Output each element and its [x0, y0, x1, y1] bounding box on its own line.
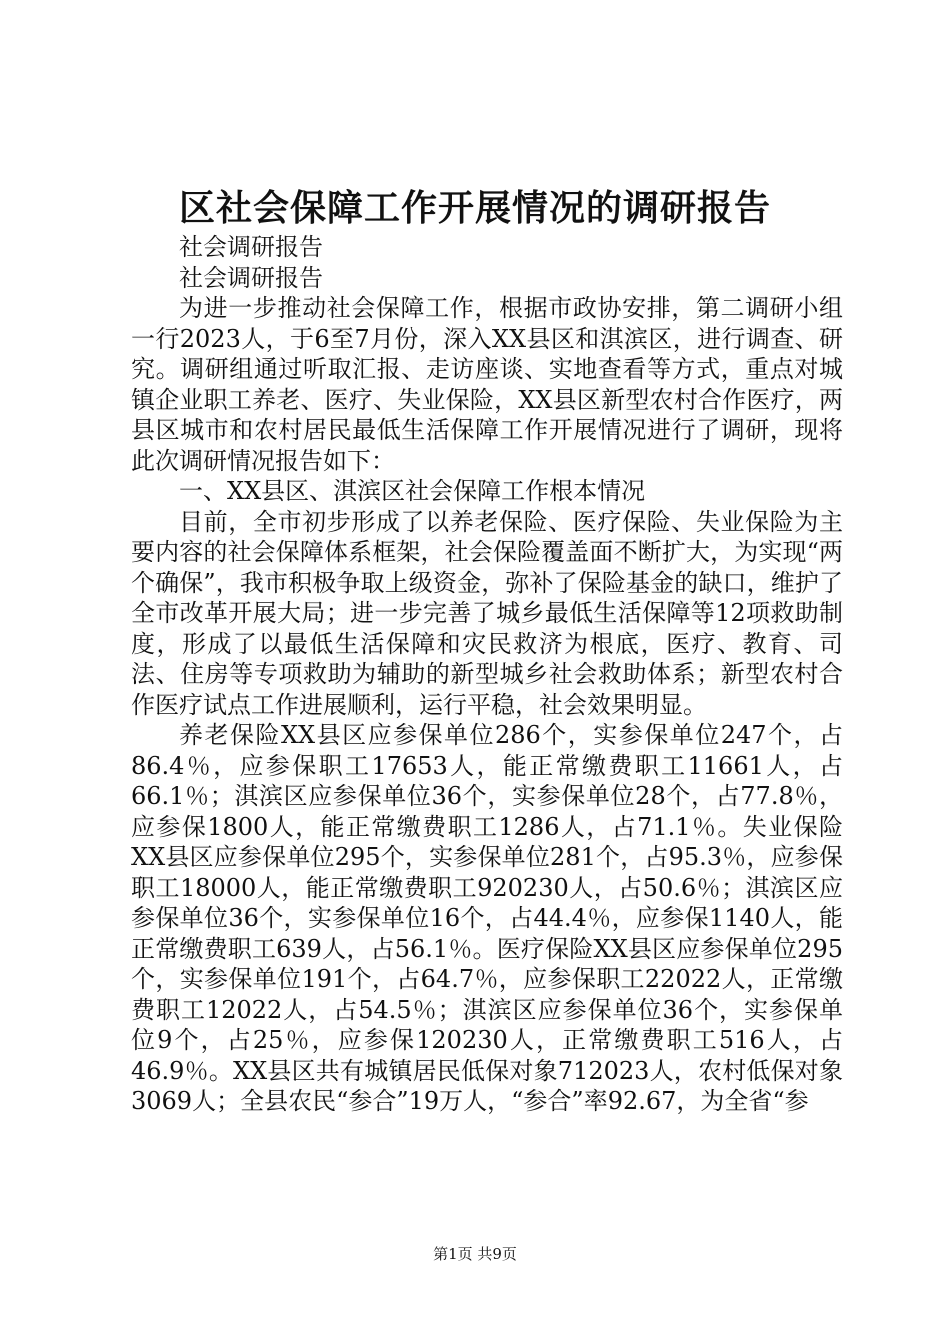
section-heading-1: 一、XX县区、淇滨区社会保障工作根本情况: [179, 477, 646, 505]
paragraph-statistics: 养老保险XX县区应参保单位286个，实参保单位247个，占86.4％，应参保职工17653人，能正常缴费职工11661人，占66.1％；淇滨区应参保单位36个，实参保单位28个，占77.8％，应参保1800人，能正常缴费职工1286人，占71.1％。失业保险XX县区应参保单位295个，实参保单位281个，占95.3％，应参保职工18000人，能正常缴费职工920230人，占50.6％；淇滨区应参保单位36个，实参保单位16个，占44.4％，应参保1140人，能正常缴费职工639人，占56.1％。医疗保险XX县区应参保单位295个，实参保单位191个，占64.7％，应参保职工22022人，正常缴费职工12022人，占54.5％；淇滨区应参保单位36个，实参保单位9个，占25％，应参保120230人，正常缴费职工516人，占46.9％。XX县区共有城镇居民低保对象712023人，农村低保对象3069人；全县农民“参合”19万人，“参合”率92.67，为全省“参: [131, 721, 843, 1115]
document-title: 区社会保障工作开展情况的调研报告: [178, 187, 771, 229]
paragraph-overview: 目前，全市初步形成了以养老保险、医疗保险、失业保险为主要内容的社会保障体系框架，社会保险覆盖面不断扩大，为实现“两个确保”，我市积极争取上级资金，弥补了保险基金的缺口，维护了全市改革开展大局；进一步完善了城乡最低生活保障等12项救助制度，形成了以最低生活保障和灾民救济为根底，医疗、教育、司法、住房等专项救助为辅助的新型城乡社会救助体系；新型农村合作医疗试点工作进展顺利，运行平稳，社会效果明显。: [131, 507, 843, 719]
document-body: [131, 232, 843, 1117]
paragraph-intro: 为进一步推动社会保障工作，根据市政协安排，第二调研小组一行2023人，于6至7月份，深入XX县区和淇滨区，进行调查、研究。调研组通过听取汇报、走访座谈、实地查看等方式，重点对城镇企业职工养老、医疗、失业保险，XX县区新型农村合作医疗，两县区城市和农村居民最低生活保障工作开展情况进行了调研，现将此次调研情况报告如下：: [131, 294, 843, 475]
page-footer: 第1页 共9页: [433, 1245, 517, 1263]
paragraph-subtitle-1: 社会调研报告: [179, 233, 323, 261]
paragraph-subtitle-2: 社会调研报告: [179, 263, 323, 292]
